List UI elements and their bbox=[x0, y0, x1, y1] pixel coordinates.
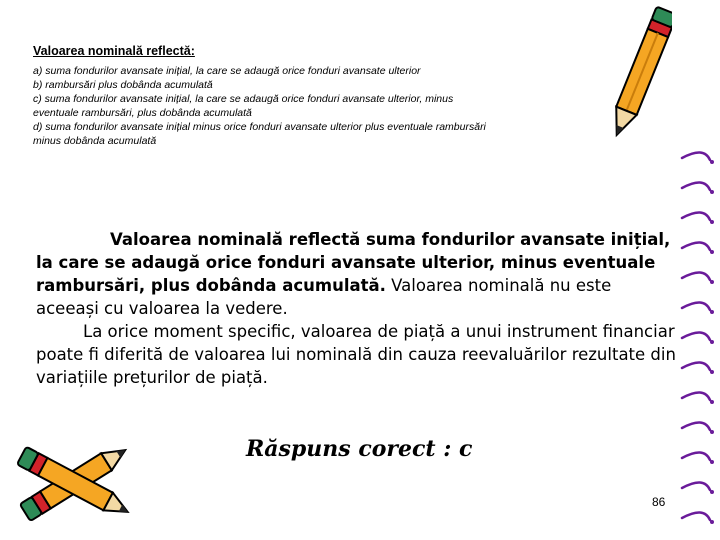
option-line: minus dobânda acumulată bbox=[33, 135, 157, 147]
spiral-binding-icon bbox=[676, 150, 720, 540]
answer-paragraph-2-text: La orice moment specific, valoarea de piață a unui instrument financiar poate fi diferită de valoarea lui nominală din cauza reevaluărilor rezultate din variațiile prețurilor de piață. bbox=[36, 322, 676, 387]
question-title: Valoarea nominală reflectă: bbox=[33, 44, 195, 58]
correct-answer: Răspuns corect : c bbox=[246, 436, 473, 462]
answer-paragraph-2 bbox=[36, 320, 676, 389]
crossed-pencils-icon bbox=[0, 430, 150, 540]
options-list bbox=[33, 64, 613, 148]
answer-bold-text: Valoarea nominală reflectă suma fondurilor avansate inițial, la care se adaugă orice fonduri avansate ulterior, minus eventuale rambursări, plus dobânda acumulată. bbox=[36, 230, 671, 295]
option-line: d) suma fondurilor avansate inițial minus orice fonduri avansate ulterior plus eventuale rambursări bbox=[33, 121, 486, 133]
option-line: c) suma fondurilor avansate inițial, la care se adaugă orice fonduri avansate ulterior, minus bbox=[33, 93, 454, 105]
option-line: b) rambursări plus dobânda acumulată bbox=[33, 79, 213, 91]
pencil-icon bbox=[612, 0, 672, 150]
answer-paragraph-1 bbox=[36, 228, 676, 320]
option-line: a) suma fondurilor avansate inițial, la care se adaugă orice fonduri avansate ulterior bbox=[33, 65, 421, 77]
page-number: 86 bbox=[652, 495, 666, 509]
option-line: eventuale rambursări, plus dobânda acumulată bbox=[33, 107, 252, 119]
question-block bbox=[33, 44, 613, 148]
answer-rest-text: Valoarea nominală nu este aceeași cu valoarea la vedere. bbox=[36, 276, 612, 318]
answer-explanation bbox=[36, 228, 676, 389]
